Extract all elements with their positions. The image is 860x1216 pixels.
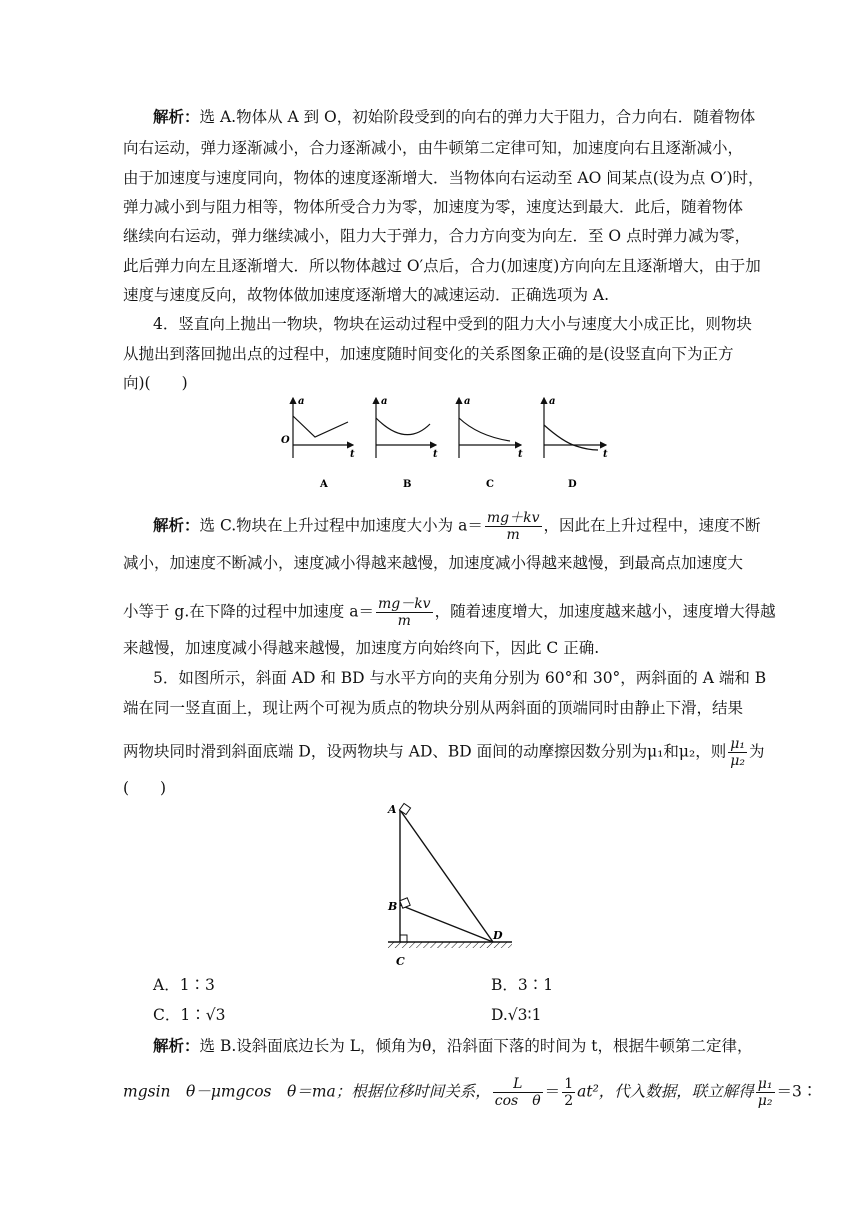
text-line: 弹力减小到与阻力相等，物体所受合力为零，加速度为零，速度达到最大．此后，随着物体 [123, 198, 744, 216]
option-d: D.√3∶1 [491, 1006, 542, 1024]
fraction: $\frac{\text{μ₁}}{\text{μ₂}}$ [757, 1076, 773, 1109]
analysis-label: 解析： [153, 107, 200, 126]
svg-text:t: t [350, 449, 355, 460]
fraction: $\frac{1}{2}$ [564, 1076, 574, 1109]
text-line: 从抛出到落回抛出点的过程中，加速度随时间变化的关系图象正确的是(设竖直向下为正方 [123, 345, 734, 363]
analysis-line: 小等于 g.在下降的过程中加速度 a＝ $\frac{mg-kv}{m}$ ，随着速度增大，加速度越来越小，速度增大得越 [123, 596, 776, 629]
graph-label-d: D [568, 479, 577, 490]
point-b-label: B [388, 900, 398, 913]
text-line: 此后弹力向左且逐渐增大．所以物体越过 O′点后，合力(加速度)方向向左且逐渐增大，由于加 [123, 257, 761, 275]
svg-text:t: t [433, 449, 438, 460]
point-c-label: C [396, 955, 405, 968]
point-d-label: D [493, 929, 503, 942]
question-4-line: 4．竖直向上抛出一物块，物块在运动过程中受到的阻力大小与速度大小成正比，则物块 [153, 315, 752, 333]
graph-d [544, 396, 608, 490]
option-a: A．1∶3 [153, 976, 215, 994]
svg-text:a: a [549, 396, 556, 407]
q4-graph-figure [278, 390, 618, 490]
graph-b [376, 396, 438, 490]
point-a-label: A [388, 803, 397, 816]
graph-a [281, 396, 355, 490]
option-c: C．1∶√3 [153, 1006, 226, 1024]
fraction: $\frac{\text{μ₁}}{\text{μ₂}}$ [730, 736, 745, 769]
text-line: 由于加速度与速度同向，物体的速度逐渐增大．当物体向右运动至 AO 间某点(设为点 O′)时， [123, 169, 764, 187]
text-line: 速度与速度反向，故物体做加速度逐渐增大的减速运动．正确选项为 A. [123, 286, 610, 304]
graph-label-b: B [403, 479, 412, 490]
analysis-label: 解析： [153, 1036, 200, 1055]
svg-text:a: a [298, 396, 305, 407]
analysis-line: 解析：选 A.物体从 A 到 O，初始阶段受到的向右的弹力大于阻力，合力向右．随着物体 [153, 107, 756, 126]
analysis-label: 解析： [153, 515, 200, 535]
option-b: B．3∶1 [491, 976, 554, 994]
text-line: 继续向右运动，弹力继续减小，阻力大于弹力，合力方向变为向左．至 O 点时弹力减为零， [123, 227, 751, 245]
svg-text:O: O [281, 435, 290, 446]
fraction: $\frac{L}{\text{cos θ}}$ [494, 1076, 541, 1109]
graph-c [459, 396, 523, 490]
text-line: 来越慢，加速度减小得越来越慢，加速度方向始终向下，因此 C 正确. [123, 639, 600, 657]
text-line: 向右运动，弹力逐渐减小，合力逐渐减小，由牛顿第二定律可知，加速度向右且逐渐减小， [123, 139, 744, 157]
analysis-line: mgsin θ－μmgcos θ＝ma；根据位移时间关系， $\frac{L}{\text{cos θ}}$ ＝ $\frac{1}{2}$ at²，代入数据，联立解得 $\frac{\text{μ₁}}{\text{μ₂}}$ ＝3∶ [123, 1076, 818, 1109]
incline-diagram [378, 795, 518, 975]
fraction: $\frac{mg-kv}{m}$ [377, 596, 431, 629]
analysis-line: 解析：选 B.设斜面底边长为 L，倾角为θ，沿斜面下落的时间为 t，根据牛顿第二定律， [153, 1036, 753, 1055]
text-line: 向)( ) [123, 374, 188, 392]
fraction: $\frac{mg+kv}{m}$ [486, 510, 540, 543]
svg-text:t: t [518, 449, 523, 460]
question-5-line: 5．如图所示，斜面 AD 和 BD 与水平方向的夹角分别为 60°和 30°，两斜面的 A 端和 B [153, 669, 767, 687]
graph-label-c: C [486, 479, 494, 490]
analysis-line: 解析：选 C.物块在上升过程中加速度大小为 a＝ $\frac{mg+kv}{m}$ ，因此在上升过程中，速度不断 [153, 510, 761, 543]
text-line: ( ) [123, 779, 167, 797]
svg-text:a: a [381, 396, 388, 407]
graph-label-a: A [320, 479, 328, 490]
svg-text:t: t [603, 449, 608, 460]
question-5-line: 两物块同时滑到斜面底端 D，设两物块与 AD、BD 面间的动摩擦因数分别为μ₁和μ₂，则 $\frac{\text{μ₁}}{\text{μ₂}}$ 为 [123, 736, 765, 769]
text-line: 端在同一竖直面上，现让两个可视为质点的物块分别从两斜面的顶端同时由静止下滑，结果 [123, 699, 744, 717]
text-line: 减小，加速度不断减小，速度减小得越来越慢，加速度减小得越来越慢，到最高点加速度大 [123, 554, 744, 572]
svg-text:a: a [464, 396, 471, 407]
